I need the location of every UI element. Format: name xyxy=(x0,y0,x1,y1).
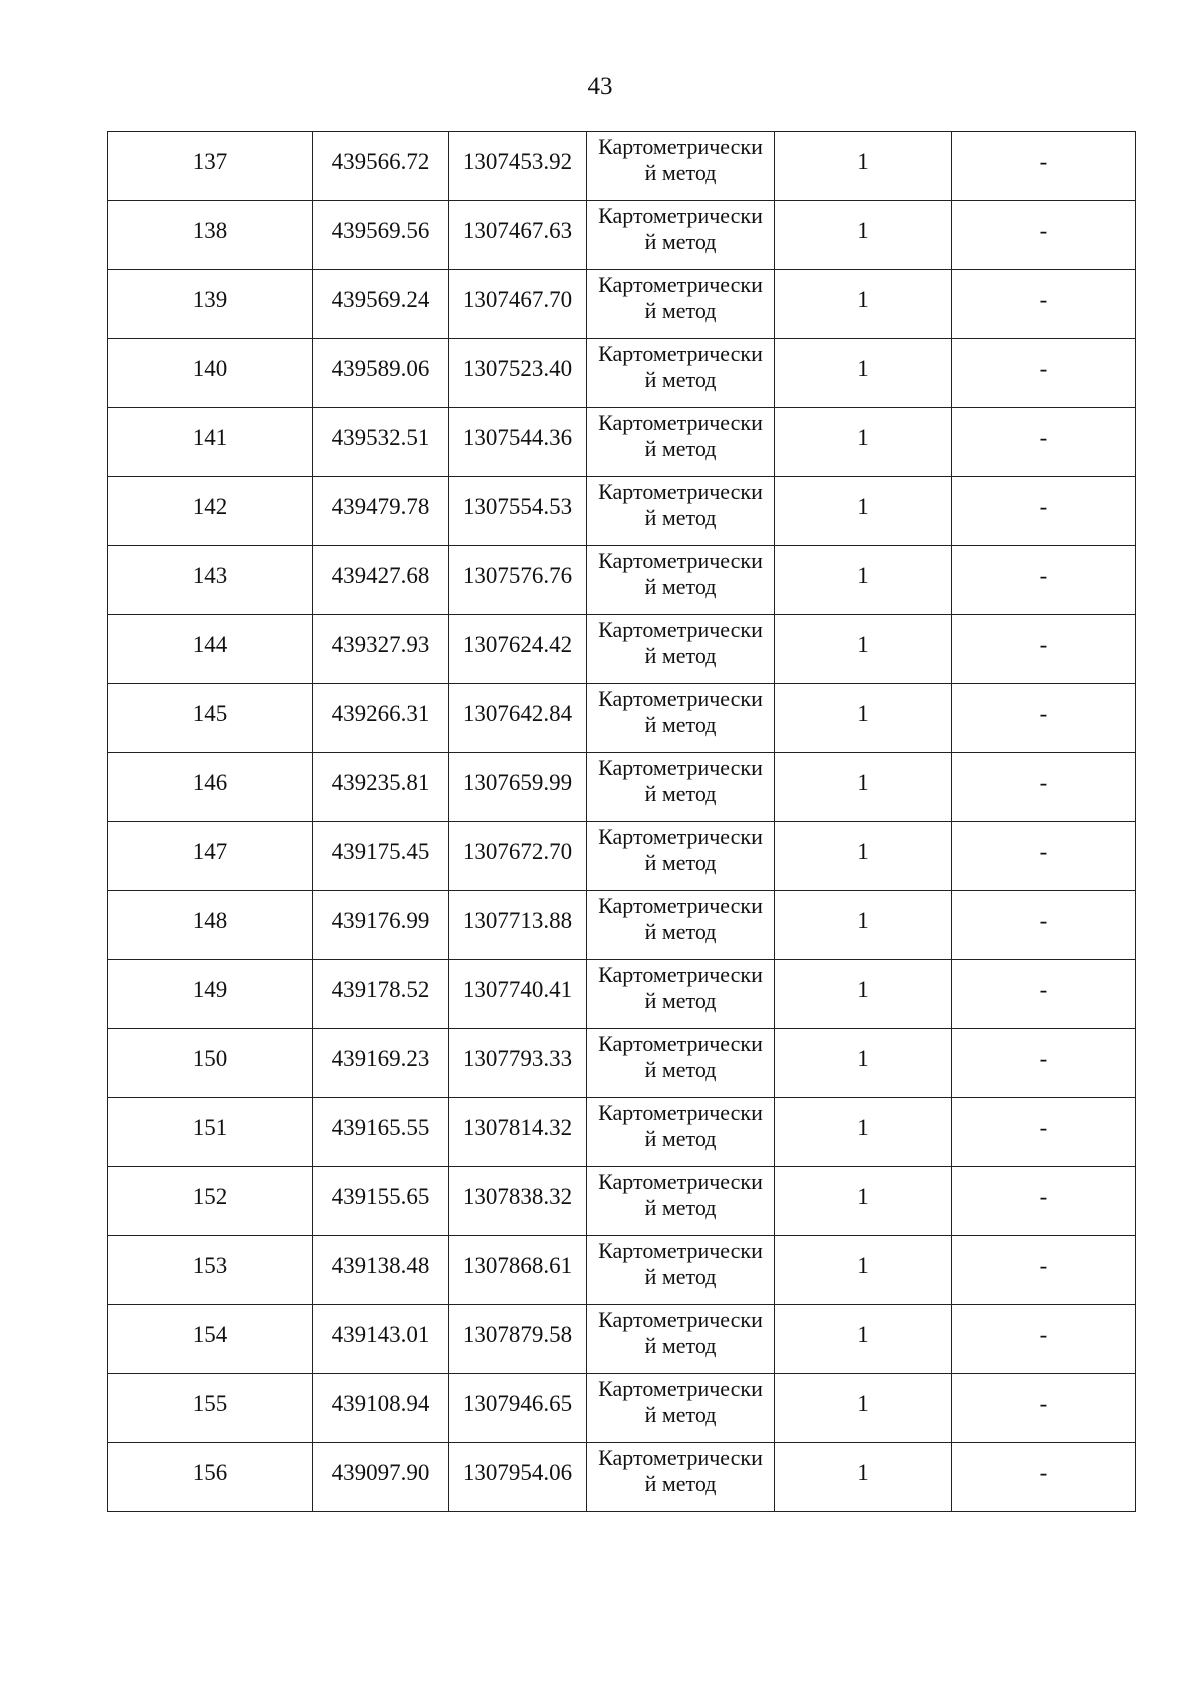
method-text-line-2: й метод xyxy=(644,643,717,668)
x-coordinate-cell: 439097.90 xyxy=(313,1443,449,1512)
coordinates-table xyxy=(107,131,1136,1512)
note-cell: - xyxy=(952,615,1136,684)
accuracy-cell: 1 xyxy=(775,1167,952,1236)
y-coordinate-cell: 1307879.58 xyxy=(449,1305,587,1374)
table-row xyxy=(108,960,1136,1029)
table-row xyxy=(108,132,1136,201)
method-cell xyxy=(587,1029,775,1098)
x-coordinate-cell: 439589.06 xyxy=(313,339,449,408)
y-coordinate-cell: 1307467.70 xyxy=(449,270,587,339)
point-number-cell: 140 xyxy=(108,339,313,408)
method-text-line-2: й метод xyxy=(644,1195,717,1220)
method-cell xyxy=(587,339,775,408)
point-number-cell: 156 xyxy=(108,1443,313,1512)
method-text-line-1: Картометрически xyxy=(598,1307,763,1332)
y-coordinate-cell: 1307672.70 xyxy=(449,822,587,891)
method-cell xyxy=(587,408,775,477)
method-cell xyxy=(587,960,775,1029)
y-coordinate-cell: 1307523.40 xyxy=(449,339,587,408)
note-cell: - xyxy=(952,270,1136,339)
note-cell: - xyxy=(952,1029,1136,1098)
x-coordinate-cell: 439532.51 xyxy=(313,408,449,477)
table-row xyxy=(108,1374,1136,1443)
x-coordinate-cell: 439176.99 xyxy=(313,891,449,960)
method-cell xyxy=(587,1167,775,1236)
y-coordinate-cell: 1307544.36 xyxy=(449,408,587,477)
point-number-cell: 138 xyxy=(108,201,313,270)
table-row xyxy=(108,1236,1136,1305)
point-number-cell: 144 xyxy=(108,615,313,684)
table-row xyxy=(108,408,1136,477)
accuracy-cell: 1 xyxy=(775,1443,952,1512)
accuracy-cell: 1 xyxy=(775,1305,952,1374)
method-text-line-1: Картометрически xyxy=(598,1445,763,1470)
point-number-cell: 155 xyxy=(108,1374,313,1443)
table-row xyxy=(108,270,1136,339)
method-text-line-1: Картометрически xyxy=(598,134,763,159)
note-cell: - xyxy=(952,339,1136,408)
method-text-line-1: Картометрически xyxy=(598,824,763,849)
table-row xyxy=(108,1443,1136,1512)
note-cell: - xyxy=(952,1236,1136,1305)
accuracy-cell: 1 xyxy=(775,201,952,270)
note-cell: - xyxy=(952,201,1136,270)
accuracy-cell: 1 xyxy=(775,1029,952,1098)
point-number-cell: 142 xyxy=(108,477,313,546)
y-coordinate-cell: 1307467.63 xyxy=(449,201,587,270)
accuracy-cell: 1 xyxy=(775,546,952,615)
note-cell: - xyxy=(952,546,1136,615)
method-cell xyxy=(587,132,775,201)
accuracy-cell: 1 xyxy=(775,1374,952,1443)
table-row xyxy=(108,684,1136,753)
note-cell: - xyxy=(952,132,1136,201)
point-number-cell: 146 xyxy=(108,753,313,822)
y-coordinate-cell: 1307814.32 xyxy=(449,1098,587,1167)
method-text-line-2: й метод xyxy=(644,781,717,806)
point-number-cell: 139 xyxy=(108,270,313,339)
accuracy-cell: 1 xyxy=(775,615,952,684)
note-cell: - xyxy=(952,477,1136,546)
point-number-cell: 145 xyxy=(108,684,313,753)
method-text-line-2: й метод xyxy=(644,1264,717,1289)
table-row xyxy=(108,1305,1136,1374)
method-text-line-1: Картометрически xyxy=(598,962,763,987)
point-number-cell: 148 xyxy=(108,891,313,960)
point-number-cell: 152 xyxy=(108,1167,313,1236)
x-coordinate-cell: 439138.48 xyxy=(313,1236,449,1305)
y-coordinate-cell: 1307838.32 xyxy=(449,1167,587,1236)
x-coordinate-cell: 439108.94 xyxy=(313,1374,449,1443)
table-row xyxy=(108,477,1136,546)
y-coordinate-cell: 1307868.61 xyxy=(449,1236,587,1305)
table-row xyxy=(108,822,1136,891)
method-text-line-2: й метод xyxy=(644,712,717,737)
x-coordinate-cell: 439569.56 xyxy=(313,201,449,270)
x-coordinate-cell: 439479.78 xyxy=(313,477,449,546)
method-text-line-1: Картометрически xyxy=(598,617,763,642)
accuracy-cell: 1 xyxy=(775,132,952,201)
x-coordinate-cell: 439266.31 xyxy=(313,684,449,753)
method-cell xyxy=(587,1374,775,1443)
y-coordinate-cell: 1307624.42 xyxy=(449,615,587,684)
method-cell xyxy=(587,1236,775,1305)
method-cell xyxy=(587,684,775,753)
point-number-cell: 154 xyxy=(108,1305,313,1374)
note-cell: - xyxy=(952,1305,1136,1374)
method-text-line-2: й метод xyxy=(644,229,717,254)
method-text-line-2: й метод xyxy=(644,1471,717,1496)
accuracy-cell: 1 xyxy=(775,753,952,822)
accuracy-cell: 1 xyxy=(775,960,952,1029)
point-number-cell: 137 xyxy=(108,132,313,201)
x-coordinate-cell: 439165.55 xyxy=(313,1098,449,1167)
point-number-cell: 141 xyxy=(108,408,313,477)
table-row xyxy=(108,1167,1136,1236)
point-number-cell: 149 xyxy=(108,960,313,1029)
method-cell xyxy=(587,1305,775,1374)
method-cell xyxy=(587,822,775,891)
y-coordinate-cell: 1307659.99 xyxy=(449,753,587,822)
note-cell: - xyxy=(952,1098,1136,1167)
point-number-cell: 153 xyxy=(108,1236,313,1305)
accuracy-cell: 1 xyxy=(775,822,952,891)
y-coordinate-cell: 1307576.76 xyxy=(449,546,587,615)
method-cell xyxy=(587,270,775,339)
note-cell: - xyxy=(952,1443,1136,1512)
y-coordinate-cell: 1307793.33 xyxy=(449,1029,587,1098)
table-row xyxy=(108,546,1136,615)
point-number-cell: 151 xyxy=(108,1098,313,1167)
x-coordinate-cell: 439569.24 xyxy=(313,270,449,339)
x-coordinate-cell: 439566.72 xyxy=(313,132,449,201)
method-text-line-1: Картометрически xyxy=(598,1031,763,1056)
method-text-line-2: й метод xyxy=(644,574,717,599)
table-row xyxy=(108,1029,1136,1098)
note-cell: - xyxy=(952,408,1136,477)
y-coordinate-cell: 1307554.53 xyxy=(449,477,587,546)
method-text-line-1: Картометрически xyxy=(598,203,763,228)
method-text-line-1: Картометрически xyxy=(598,548,763,573)
method-text-line-1: Картометрически xyxy=(598,1376,763,1401)
method-cell xyxy=(587,1098,775,1167)
x-coordinate-cell: 439178.52 xyxy=(313,960,449,1029)
table-row xyxy=(108,615,1136,684)
method-cell xyxy=(587,201,775,270)
method-text-line-2: й метод xyxy=(644,1126,717,1151)
method-text-line-2: й метод xyxy=(644,850,717,875)
method-text-line-1: Картометрически xyxy=(598,410,763,435)
x-coordinate-cell: 439175.45 xyxy=(313,822,449,891)
method-cell xyxy=(587,891,775,960)
x-coordinate-cell: 439169.23 xyxy=(313,1029,449,1098)
x-coordinate-cell: 439235.81 xyxy=(313,753,449,822)
x-coordinate-cell: 439155.65 xyxy=(313,1167,449,1236)
method-cell xyxy=(587,546,775,615)
note-cell: - xyxy=(952,891,1136,960)
y-coordinate-cell: 1307453.92 xyxy=(449,132,587,201)
method-text-line-1: Картометрически xyxy=(598,686,763,711)
method-text-line-2: й метод xyxy=(644,367,717,392)
y-coordinate-cell: 1307954.06 xyxy=(449,1443,587,1512)
y-coordinate-cell: 1307642.84 xyxy=(449,684,587,753)
note-cell: - xyxy=(952,1167,1136,1236)
method-text-line-1: Картометрически xyxy=(598,893,763,918)
point-number-cell: 150 xyxy=(108,1029,313,1098)
x-coordinate-cell: 439143.01 xyxy=(313,1305,449,1374)
note-cell: - xyxy=(952,822,1136,891)
method-text-line-2: й метод xyxy=(644,160,717,185)
table-row xyxy=(108,339,1136,408)
method-text-line-1: Картометрически xyxy=(598,1100,763,1125)
x-coordinate-cell: 439327.93 xyxy=(313,615,449,684)
accuracy-cell: 1 xyxy=(775,270,952,339)
coordinates-table-body xyxy=(108,132,1136,1512)
note-cell: - xyxy=(952,1374,1136,1443)
y-coordinate-cell: 1307946.65 xyxy=(449,1374,587,1443)
method-cell xyxy=(587,615,775,684)
note-cell: - xyxy=(952,684,1136,753)
page-number: 43 xyxy=(587,73,613,100)
method-text-line-1: Картометрически xyxy=(598,755,763,780)
accuracy-cell: 1 xyxy=(775,684,952,753)
point-number-cell: 143 xyxy=(108,546,313,615)
method-text-line-1: Картометрически xyxy=(598,1238,763,1263)
accuracy-cell: 1 xyxy=(775,408,952,477)
table-row xyxy=(108,201,1136,270)
method-text-line-2: й метод xyxy=(644,298,717,323)
method-text-line-2: й метод xyxy=(644,988,717,1013)
note-cell: - xyxy=(952,753,1136,822)
method-text-line-2: й метод xyxy=(644,1333,717,1358)
y-coordinate-cell: 1307713.88 xyxy=(449,891,587,960)
accuracy-cell: 1 xyxy=(775,339,952,408)
method-cell xyxy=(587,753,775,822)
note-cell: - xyxy=(952,960,1136,1029)
table-row xyxy=(108,891,1136,960)
y-coordinate-cell: 1307740.41 xyxy=(449,960,587,1029)
table-row xyxy=(108,753,1136,822)
table-row xyxy=(108,1098,1136,1167)
method-text-line-2: й метод xyxy=(644,1402,717,1427)
method-cell xyxy=(587,1443,775,1512)
accuracy-cell: 1 xyxy=(775,1098,952,1167)
method-text-line-2: й метод xyxy=(644,1057,717,1082)
point-number-cell: 147 xyxy=(108,822,313,891)
method-cell xyxy=(587,477,775,546)
x-coordinate-cell: 439427.68 xyxy=(313,546,449,615)
accuracy-cell: 1 xyxy=(775,477,952,546)
accuracy-cell: 1 xyxy=(775,891,952,960)
method-text-line-2: й метод xyxy=(644,505,717,530)
method-text-line-2: й метод xyxy=(644,436,717,461)
method-text-line-1: Картометрически xyxy=(598,341,763,366)
accuracy-cell: 1 xyxy=(775,1236,952,1305)
method-text-line-1: Картометрически xyxy=(598,272,763,297)
method-text-line-2: й метод xyxy=(644,919,717,944)
method-text-line-1: Картометрически xyxy=(598,479,763,504)
method-text-line-1: Картометрически xyxy=(598,1169,763,1194)
